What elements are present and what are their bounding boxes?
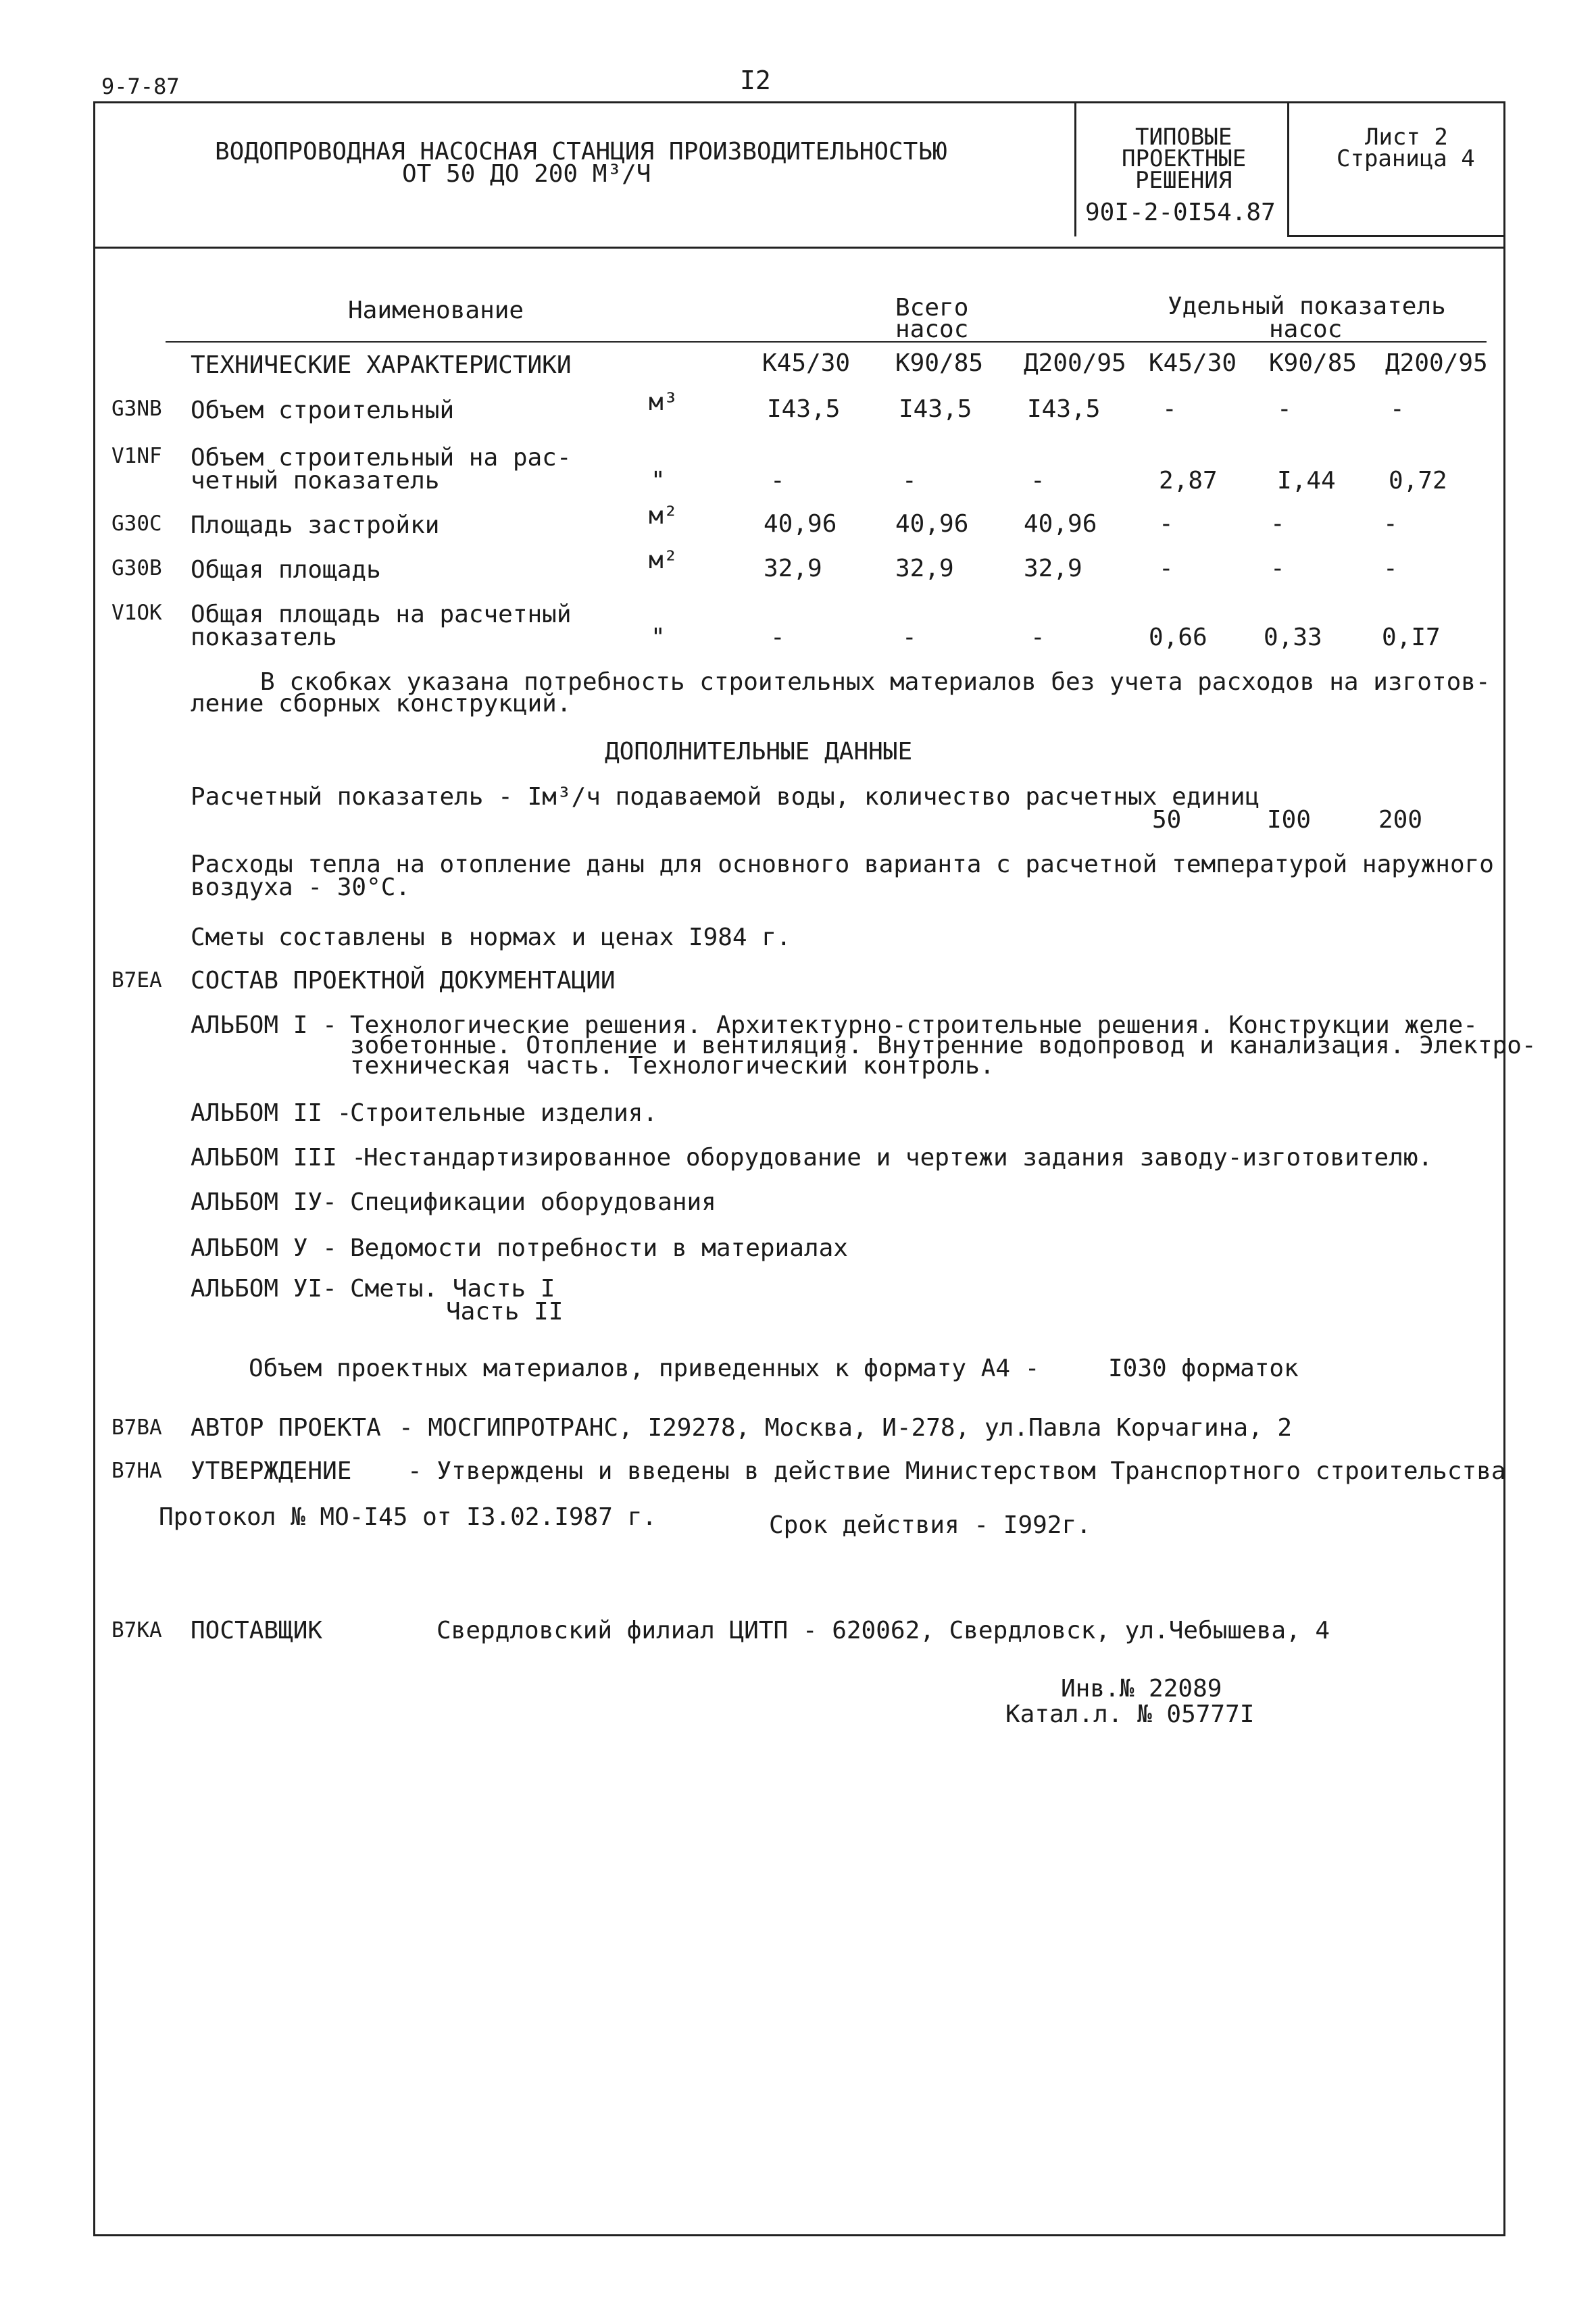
row-name-cont: четный показатель [191, 467, 440, 495]
composition-code: В7ЕА [111, 968, 162, 992]
approval-text: - Утверждены и введены в действие Министерством Транспортного строительства [407, 1457, 1506, 1485]
row-value: I,44 [1277, 467, 1336, 495]
row-value: - [902, 624, 917, 651]
typical-label-line3: РЕШЕНИЯ [1135, 167, 1232, 194]
row-value: I43,5 [899, 395, 972, 423]
doc-title-line2: ОТ 50 ДО 200 М³/Ч [402, 160, 651, 188]
approval-protocol: Протокол № МО-I45 от I3.02.I987 г. [159, 1503, 657, 1531]
row-value: 32,9 [764, 555, 822, 582]
album-description: зобетонные. Отопление и вентиляция. Внутренние водопровод и канализация. Электро- [350, 1032, 1537, 1059]
row-value: 2,87 [1159, 467, 1218, 495]
row-unit: м³ [649, 388, 678, 416]
doc-title-line1: ВОДОПРОВОДНАЯ НАСОСНАЯ СТАНЦИЯ ПРОИЗВОДИТЕЛЬНОСТЬЮ [215, 138, 947, 166]
pump-header: К90/85 [1269, 349, 1357, 377]
row-code: G30C [111, 511, 162, 536]
column-header-total-line1: Всего [895, 294, 969, 322]
composition-title: СОСТАВ ПРОЕКТНОЙ ДОКУМЕНТАЦИИ [191, 967, 616, 995]
row-unit: " [651, 624, 666, 651]
column-header-total-line2: насос [895, 316, 969, 343]
supplier-label: ПОСТАВЩИК [191, 1617, 323, 1644]
author-label: АВТОР ПРОЕКТА [191, 1414, 381, 1442]
calc-unit-value: I00 [1267, 806, 1312, 834]
title-block-bottom-line [93, 247, 1505, 249]
row-name: Объем строительный на рас- [191, 444, 572, 472]
row-value: - [1270, 510, 1285, 538]
row-unit: м² [649, 547, 678, 574]
note-brackets-line1: В скобках указана потребность строительных материалов без учета расходов на изготов- [260, 668, 1491, 696]
title-block-divider-1 [1074, 101, 1076, 236]
row-value: - [902, 467, 917, 495]
album-label: АЛЬБОМ II - [191, 1099, 352, 1127]
row-value: - [1159, 510, 1174, 538]
typical-label-line2: ПРОЕКТНЫЕ [1122, 145, 1247, 172]
pump-header: Д200/95 [1024, 349, 1126, 377]
row-value: - [1030, 467, 1045, 495]
row-value: - [770, 624, 785, 651]
row-value: - [1162, 395, 1177, 423]
row-value: - [1277, 395, 1292, 423]
page-label: Страница 4 [1337, 145, 1475, 172]
album-description: Спецификации оборудования [350, 1188, 716, 1216]
title-block-inner-line [1287, 235, 1505, 237]
calc-unit-value: 200 [1378, 806, 1423, 834]
row-unit: м² [649, 502, 678, 530]
album-description: Сметы. Часть I [350, 1275, 555, 1303]
approval-validity: Срок действия - I992г. [769, 1511, 1091, 1539]
table-header-line [166, 341, 1487, 343]
row-value: 0,66 [1149, 624, 1207, 651]
sheet-number: Лист 2 [1365, 124, 1448, 151]
row-value: I43,5 [1027, 395, 1101, 423]
row-name: Объем строительный [191, 397, 455, 424]
calc-indicator-text: Расчетный показатель - Iм³/ч подаваемой воды, количество расчетных единиц [191, 783, 1260, 811]
row-value: 40,96 [764, 510, 837, 538]
album-label: АЛЬБОМ У - [191, 1234, 337, 1262]
album-label: АЛЬБОМ УI- [191, 1275, 337, 1303]
row-value: 40,96 [895, 510, 969, 538]
column-header-specific-line2: насос [1269, 316, 1343, 343]
row-code: V1OK [111, 601, 162, 625]
row-unit: " [651, 467, 666, 495]
row-value: 32,9 [1024, 555, 1082, 582]
pump-header: Д200/95 [1385, 349, 1488, 377]
volume-text: Объем проектных материалов, приведенных к формату А4 - [249, 1355, 1040, 1382]
row-name: Общая площадь на расчетный [191, 601, 572, 628]
album-description: Нестандартизированное оборудование и чертежи задания заводу-изготовителю. [364, 1144, 1433, 1172]
approval-label: УТВЕРЖДЕНИЕ [191, 1457, 352, 1485]
row-code: G30B [111, 556, 162, 580]
row-code: G3NB [111, 397, 162, 421]
typical-label-line1: ТИПОВЫЕ [1135, 124, 1232, 151]
pump-header: К90/85 [895, 349, 984, 377]
row-value: - [1030, 624, 1045, 651]
album-description: Часть II [446, 1298, 564, 1326]
row-value: 0,72 [1389, 467, 1447, 495]
column-header-specific-line1: Удельный показатель [1168, 293, 1446, 320]
additional-data-title: ДОПОЛНИТЕЛЬНЫЕ ДАННЫЕ [605, 738, 913, 765]
album-description: Технологические решения. Архитектурно-строительные решения. Конструкции желе- [350, 1011, 1478, 1039]
row-value: 32,9 [895, 555, 954, 582]
row-value: 0,33 [1264, 624, 1322, 651]
catalog-number: Катал.л. № 05777I [1005, 1701, 1255, 1728]
row-value: I43,5 [767, 395, 841, 423]
author-code: В7ВА [111, 1415, 162, 1440]
row-value: - [1383, 555, 1398, 582]
calc-unit-value: 50 [1152, 806, 1182, 834]
row-value: 0,I7 [1382, 624, 1441, 651]
album-label: АЛЬБОМ IУ- [191, 1188, 337, 1216]
heat-note-line1: Расходы тепла на отопление даны для основного варианта с расчетной температурой наружного [191, 851, 1494, 878]
row-code: V1NF [111, 444, 162, 468]
note-brackets-line2: ление сборных конструкций. [191, 690, 572, 718]
volume-value: I030 форматок [1108, 1355, 1299, 1382]
row-value: - [770, 467, 785, 495]
row-value: - [1159, 555, 1174, 582]
supplier-text: Свердловский филиал ЦИТП - 620062, Свердловск, ул.Чебышева, 4 [437, 1617, 1330, 1644]
row-name: Площадь застройки [191, 511, 440, 539]
album-description: Строительные изделия. [350, 1099, 658, 1127]
page-number: I2 [740, 66, 771, 95]
doc-code: 90I-2-0I54.87 [1085, 199, 1276, 226]
title-block-divider-2 [1287, 101, 1289, 236]
row-name-cont: показатель [191, 624, 337, 651]
album-description: Ведомости потребности в материалах [350, 1234, 848, 1262]
row-name: Общая площадь [191, 556, 381, 584]
pump-header: К45/30 [762, 349, 851, 377]
album-label: АЛЬБОМ III - [191, 1144, 367, 1172]
album-label: АЛЬБОМ I - [191, 1011, 337, 1039]
row-value: - [1383, 510, 1398, 538]
row-value: 40,96 [1024, 510, 1097, 538]
column-header-name: Наименование [348, 297, 524, 324]
row-value: - [1390, 395, 1405, 423]
approval-code: В7НА [111, 1459, 162, 1483]
document-date: 9-7-87 [101, 74, 180, 99]
row-value: - [1270, 555, 1285, 582]
album-description: техническая часть. Технологический контроль. [350, 1052, 995, 1080]
supplier-code: В7КА [111, 1618, 162, 1642]
pump-header: К45/30 [1149, 349, 1237, 377]
estimates-note: Сметы составлены в нормах и ценах I984 г. [191, 924, 791, 951]
heat-note-line2: воздуха - 30°С. [191, 874, 411, 901]
author-text: - МОСГИПРОТРАНС, I29278, Москва, И-278, ул.Павла Корчагина, 2 [399, 1414, 1293, 1442]
section-title-tech: ТЕХНИЧЕСКИЕ ХАРАКТЕРИСТИКИ [191, 351, 572, 379]
inventory-number: Инв.№ 22089 [1061, 1675, 1222, 1703]
